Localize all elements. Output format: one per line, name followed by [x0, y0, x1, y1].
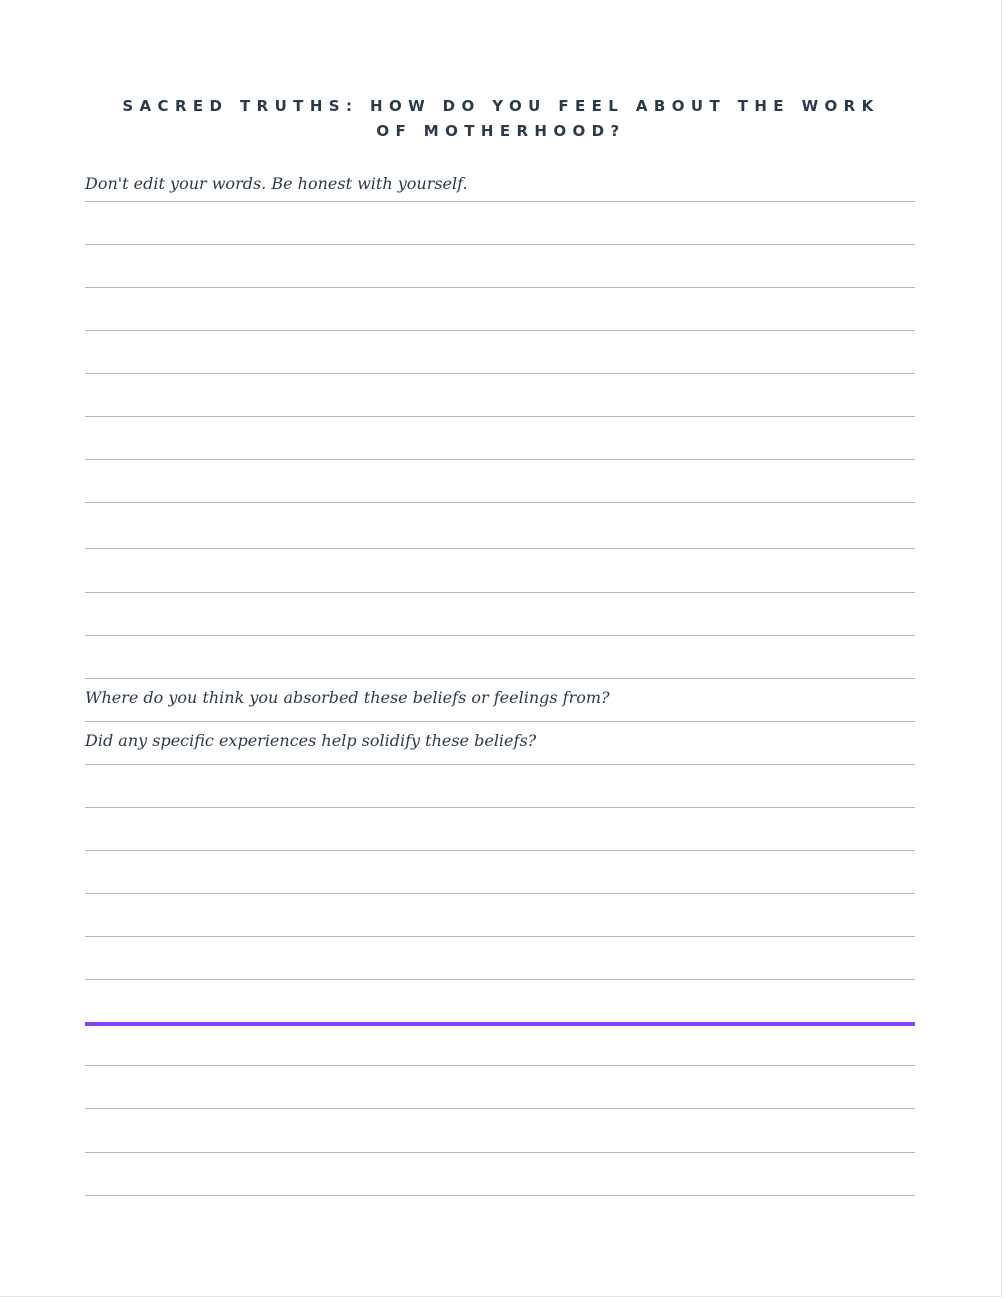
writing-line[interactable] [85, 635, 915, 636]
writing-line[interactable] [85, 373, 915, 374]
writing-line[interactable] [85, 979, 915, 980]
writing-line[interactable] [85, 416, 915, 417]
page-title: SACRED TRUTHS: HOW DO YOU FEEL ABOUT THE WORK OF MOTHERHOOD? [122, 97, 880, 140]
accent-divider-line [85, 1022, 915, 1026]
writing-line[interactable] [85, 764, 915, 765]
writing-line[interactable] [85, 1195, 915, 1196]
writing-line[interactable] [85, 330, 915, 331]
prompt-origin-beliefs: Where do you think you absorbed these beliefs or feelings from? [85, 688, 610, 707]
writing-line[interactable] [85, 850, 915, 851]
writing-line[interactable] [85, 1108, 915, 1109]
writing-line[interactable] [85, 592, 915, 593]
writing-line[interactable] [85, 201, 915, 202]
prompt-experiences: Did any specific experiences help solidify these beliefs? [85, 731, 537, 750]
writing-line[interactable] [85, 678, 915, 679]
writing-line[interactable] [85, 459, 915, 460]
writing-line[interactable] [85, 1065, 915, 1066]
writing-line[interactable] [85, 893, 915, 894]
prompt-honesty: Don't edit your words. Be honest with yourself. [85, 174, 468, 193]
writing-line[interactable] [85, 244, 915, 245]
writing-line[interactable] [85, 548, 915, 549]
writing-line[interactable] [85, 807, 915, 808]
writing-line[interactable] [85, 287, 915, 288]
writing-line[interactable] [85, 502, 915, 503]
writing-line[interactable] [85, 936, 915, 937]
writing-line[interactable] [85, 1152, 915, 1153]
writing-line[interactable] [85, 721, 915, 722]
